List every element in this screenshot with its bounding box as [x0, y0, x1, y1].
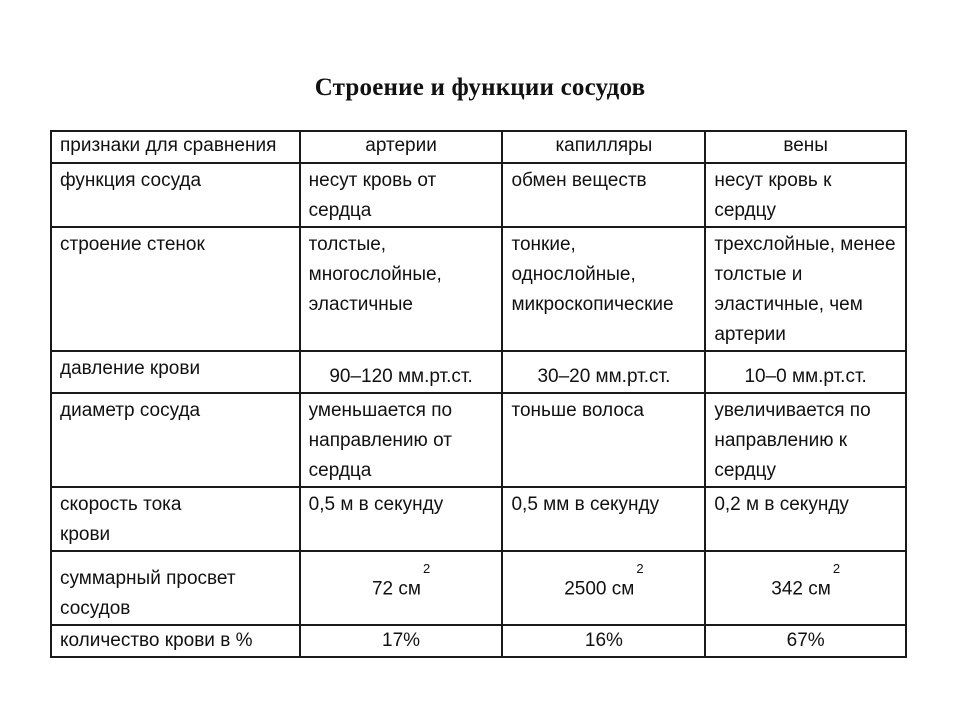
cell-capillaries: 16% — [502, 625, 705, 657]
header-arteries: артерии — [300, 131, 503, 163]
row-label: суммарный просвет сосудов — [51, 551, 300, 625]
cell-veins: 0,2 м в секунду — [705, 487, 906, 551]
table-row — [51, 393, 906, 487]
cell-veins: увеличивается по направлению к сердцу — [705, 393, 906, 487]
comparison-table — [50, 130, 907, 658]
cell-arteries: 90–120 мм.рт.ст. — [300, 351, 503, 393]
header-veins: вены — [705, 131, 906, 163]
header-capillaries: капилляры — [502, 131, 705, 163]
table-row — [51, 625, 906, 657]
cell-arteries: уменьшается по направлению от сердца — [300, 393, 503, 487]
cell-capillaries: тоньше волоса — [502, 393, 705, 487]
cell-veins: несут кровь к сердцу — [705, 163, 906, 227]
table-row — [51, 551, 906, 625]
table-header-row — [51, 131, 906, 163]
table-row — [51, 487, 906, 551]
cell-veins: 10–0 мм.рт.ст. — [705, 351, 906, 393]
cell-veins: 67% — [705, 625, 906, 657]
row-label: диаметр сосуда — [51, 393, 300, 487]
area-value: 342 см — [771, 578, 831, 600]
row-label: строение стенок — [51, 227, 300, 351]
row-label: функция сосуда — [51, 163, 300, 227]
area-exponent: 2 — [636, 561, 644, 576]
cell-capillaries — [502, 551, 705, 625]
cell-capillaries: 30–20 мм.рт.ст. — [502, 351, 705, 393]
row-label: давление крови — [51, 351, 300, 393]
cell-arteries: 0,5 м в секунду — [300, 487, 503, 551]
table-row — [51, 163, 906, 227]
cell-veins — [705, 551, 906, 625]
cell-veins: трехслойные, менее толстые и эластичные, чем артерии — [705, 227, 906, 351]
table-row — [51, 227, 906, 351]
row-label: количество крови в % — [51, 625, 300, 657]
area-value: 72 см — [371, 578, 421, 600]
row-label: скорость тока крови — [51, 487, 300, 551]
cell-arteries: несут кровь от сердца — [300, 163, 503, 227]
cell-arteries: толстые, многослойные, эластичные — [300, 227, 503, 351]
cell-arteries — [300, 551, 503, 625]
area-exponent: 2 — [832, 561, 841, 576]
header-criteria: признаки для сравнения — [51, 131, 300, 163]
area-exponent: 2 — [422, 561, 431, 576]
cell-capillaries: обмен веществ — [502, 163, 705, 227]
area-value: 2500 см — [564, 578, 635, 600]
table-row — [51, 351, 906, 393]
cell-capillaries: 0,5 мм в секунду — [502, 487, 705, 551]
page-title: Строение и функции сосудов — [314, 74, 646, 101]
cell-arteries: 17% — [300, 625, 503, 657]
cell-capillaries: тонкие, однослойные, микроскопические — [502, 227, 705, 351]
